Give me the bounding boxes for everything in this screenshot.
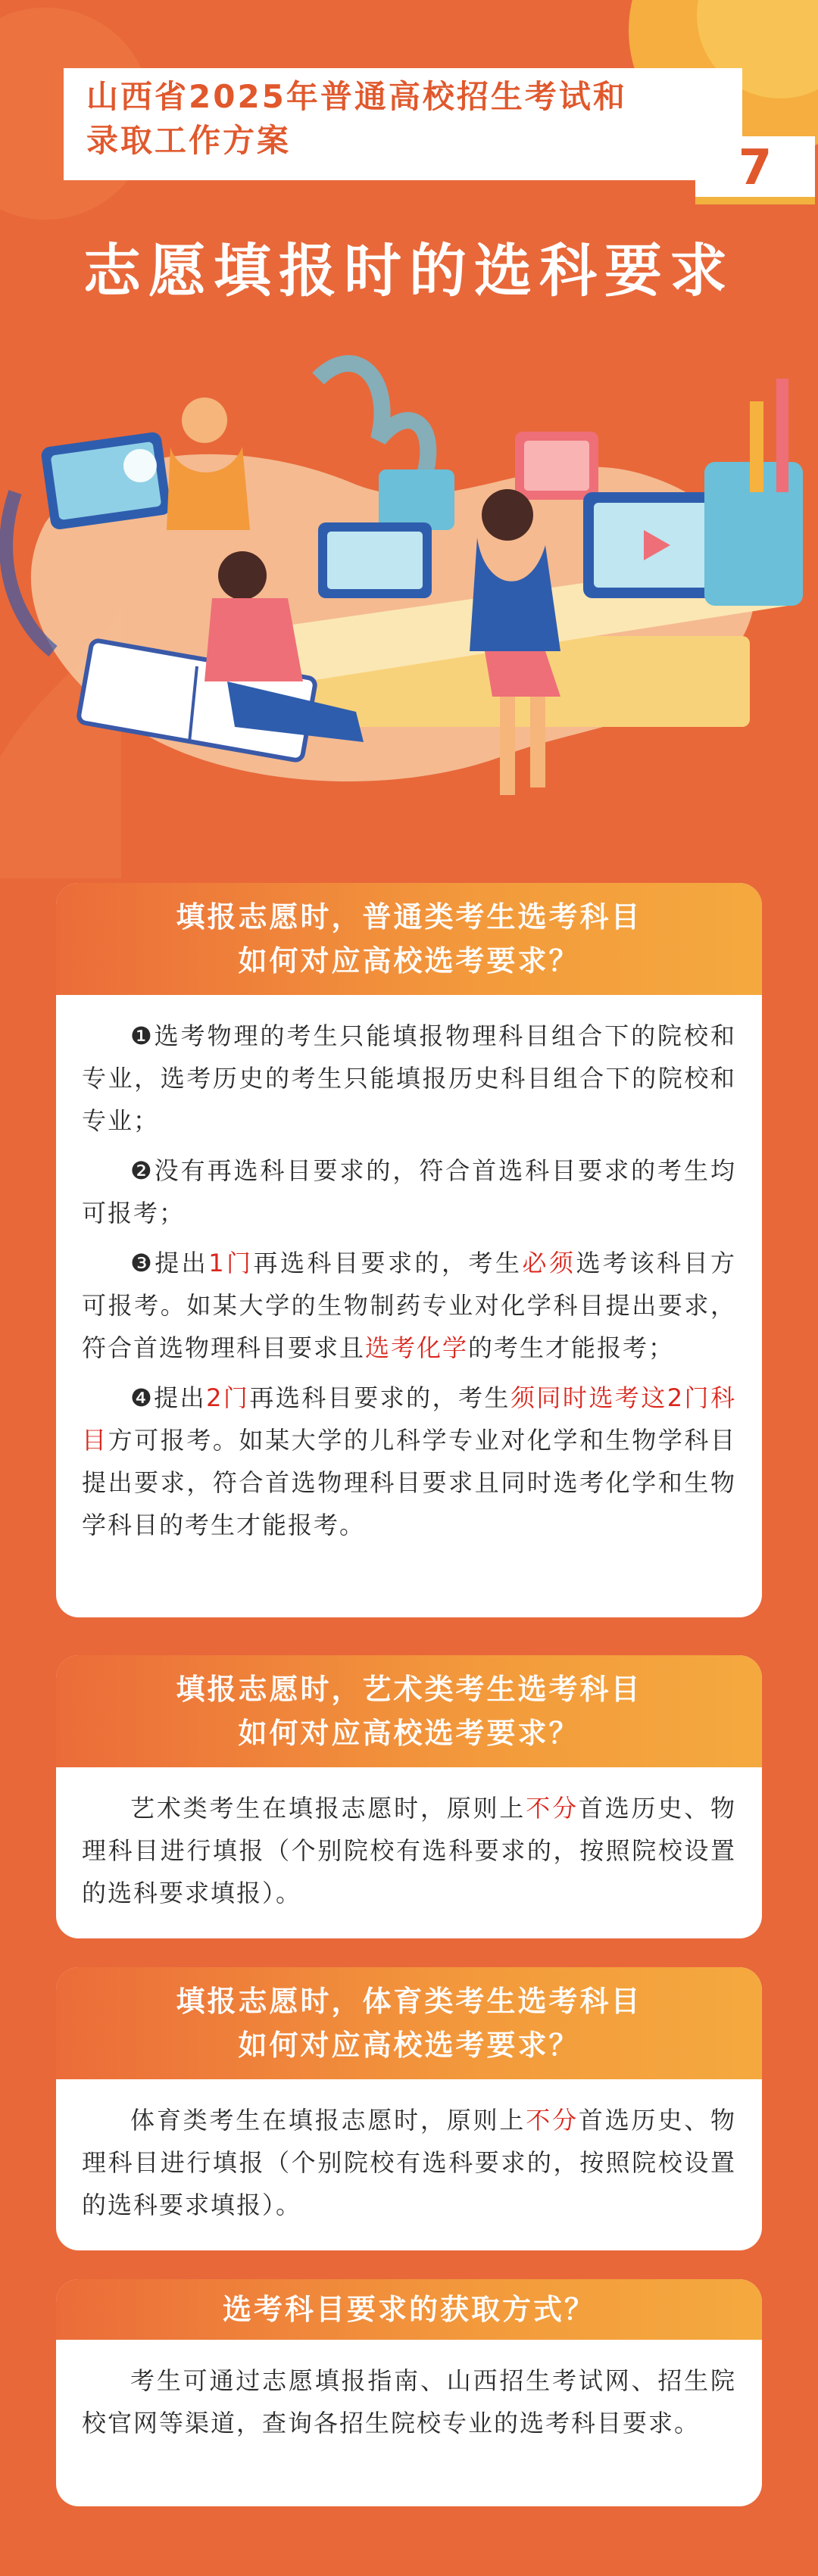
card-paragraph (82, 1149, 736, 1234)
card-heading (56, 2279, 762, 2340)
card-body (56, 2340, 762, 2444)
numbered-bullet-icon: ❸ (130, 1249, 155, 1277)
card-body (56, 2079, 762, 2226)
card-art-students (56, 1655, 762, 1938)
paragraph-text: 没有再选科目要求的，符合首选科目要求的考生均可报考； (82, 1156, 736, 1227)
issue-number-badge (695, 136, 815, 204)
highlighted-text: 2门 (206, 1383, 250, 1412)
card-general-students (56, 883, 762, 1617)
card-heading (56, 1967, 762, 2079)
paragraph-text: 艺术类考生在填报志愿时，原则上 (130, 1794, 526, 1823)
card-heading-line: 填报志愿时，体育类考生选考科目 (176, 1985, 642, 2018)
card-body (56, 995, 762, 1546)
card-paragraph (82, 2359, 736, 2444)
highlighted-text: 不分 (526, 1794, 579, 1823)
students-studying-illustration (0, 333, 818, 863)
highlighted-text: 选考化学 (365, 1333, 469, 1362)
paragraph-text: 再选科目要求的，考生 (253, 1249, 523, 1277)
card-paragraph (82, 1377, 736, 1546)
paragraph-text: 方可报考。如某大学的儿科学专业对化学和生物学科目提出要求，符合首选物理科目要求且同时选考化学和生物学科目的考生才能报考。 (82, 1426, 736, 1539)
card-paragraph (82, 1787, 736, 1914)
card-heading (56, 883, 762, 995)
card-paragraph (82, 1015, 736, 1142)
highlighted-text: 不分 (526, 2106, 579, 2135)
paragraph-text: 首选历史、物理科目进行填报（个别院校有选科要求的，按照院校设置的选科要求填报）。 (82, 2106, 736, 2219)
numbered-bullet-icon: ❹ (130, 1383, 155, 1412)
card-heading-line: 如何对应高校选考要求？ (238, 944, 580, 978)
card-heading (56, 1655, 762, 1767)
card-heading-line: 如何对应高校选考要求？ (238, 2029, 580, 2062)
highlighted-text: 必须 (522, 1249, 576, 1277)
numbered-bullet-icon: ❶ (130, 1021, 155, 1050)
paragraph-text: 提出 (155, 1249, 209, 1277)
card-paragraph (82, 2099, 736, 2226)
paragraph-text: 体育类考生在填报志愿时，原则上 (130, 2106, 526, 2135)
paragraph-text: 首选历史、物理科目进行填报（个别院校有选科要求的，按照院校设置的选科要求填报）。 (82, 1794, 736, 1907)
card-paragraph (82, 1242, 736, 1369)
paragraph-text: 考生可通过志愿填报指南、山西招生考试网、招生院校官网等渠道，查询各招生院校专业的选考科目要求。 (82, 2366, 736, 2437)
card-heading-line: 选考科目要求的获取方式？ (222, 2293, 595, 2326)
issue-number: 7 (738, 140, 773, 196)
paragraph-text: 的考生才能报考； (468, 1333, 675, 1362)
paragraph-text: 选考该科目方可报考。如某大学的生物制药专业对化学科目提出要求，符合首选物理科目要求且 (82, 1249, 736, 1362)
paragraph-text: 再选科目要求的，考生 (249, 1383, 510, 1412)
paragraph-text: 选考物理的考生只能填报物理科目组合下的院校和专业，选考历史的考生只能填报历史科目组合下的院校和专业； (82, 1021, 736, 1135)
highlighted-text: 须同时选考这2门科目 (82, 1383, 736, 1455)
page-title: 志愿填报时的选科要求 (83, 237, 735, 304)
card-body (56, 1767, 762, 1914)
highlighted-text: 1门 (208, 1249, 254, 1277)
numbered-bullet-icon: ❷ (130, 1156, 155, 1185)
card-how-to-get-requirements (56, 2279, 762, 2506)
card-heading-line: 填报志愿时，普通类考生选考科目 (176, 900, 642, 934)
header-title-line-1: 山西省2025年普通高校招生考试和 (86, 78, 627, 115)
card-heading-line: 如何对应高校选考要求？ (238, 1717, 580, 1750)
card-sports-students (56, 1967, 762, 2250)
paragraph-text: 提出 (154, 1383, 207, 1412)
header-banner (64, 68, 742, 180)
card-heading-line: 填报志愿时，艺术类考生选考科目 (176, 1673, 642, 1706)
header-title-line-2: 录取工作方案 (86, 122, 292, 159)
